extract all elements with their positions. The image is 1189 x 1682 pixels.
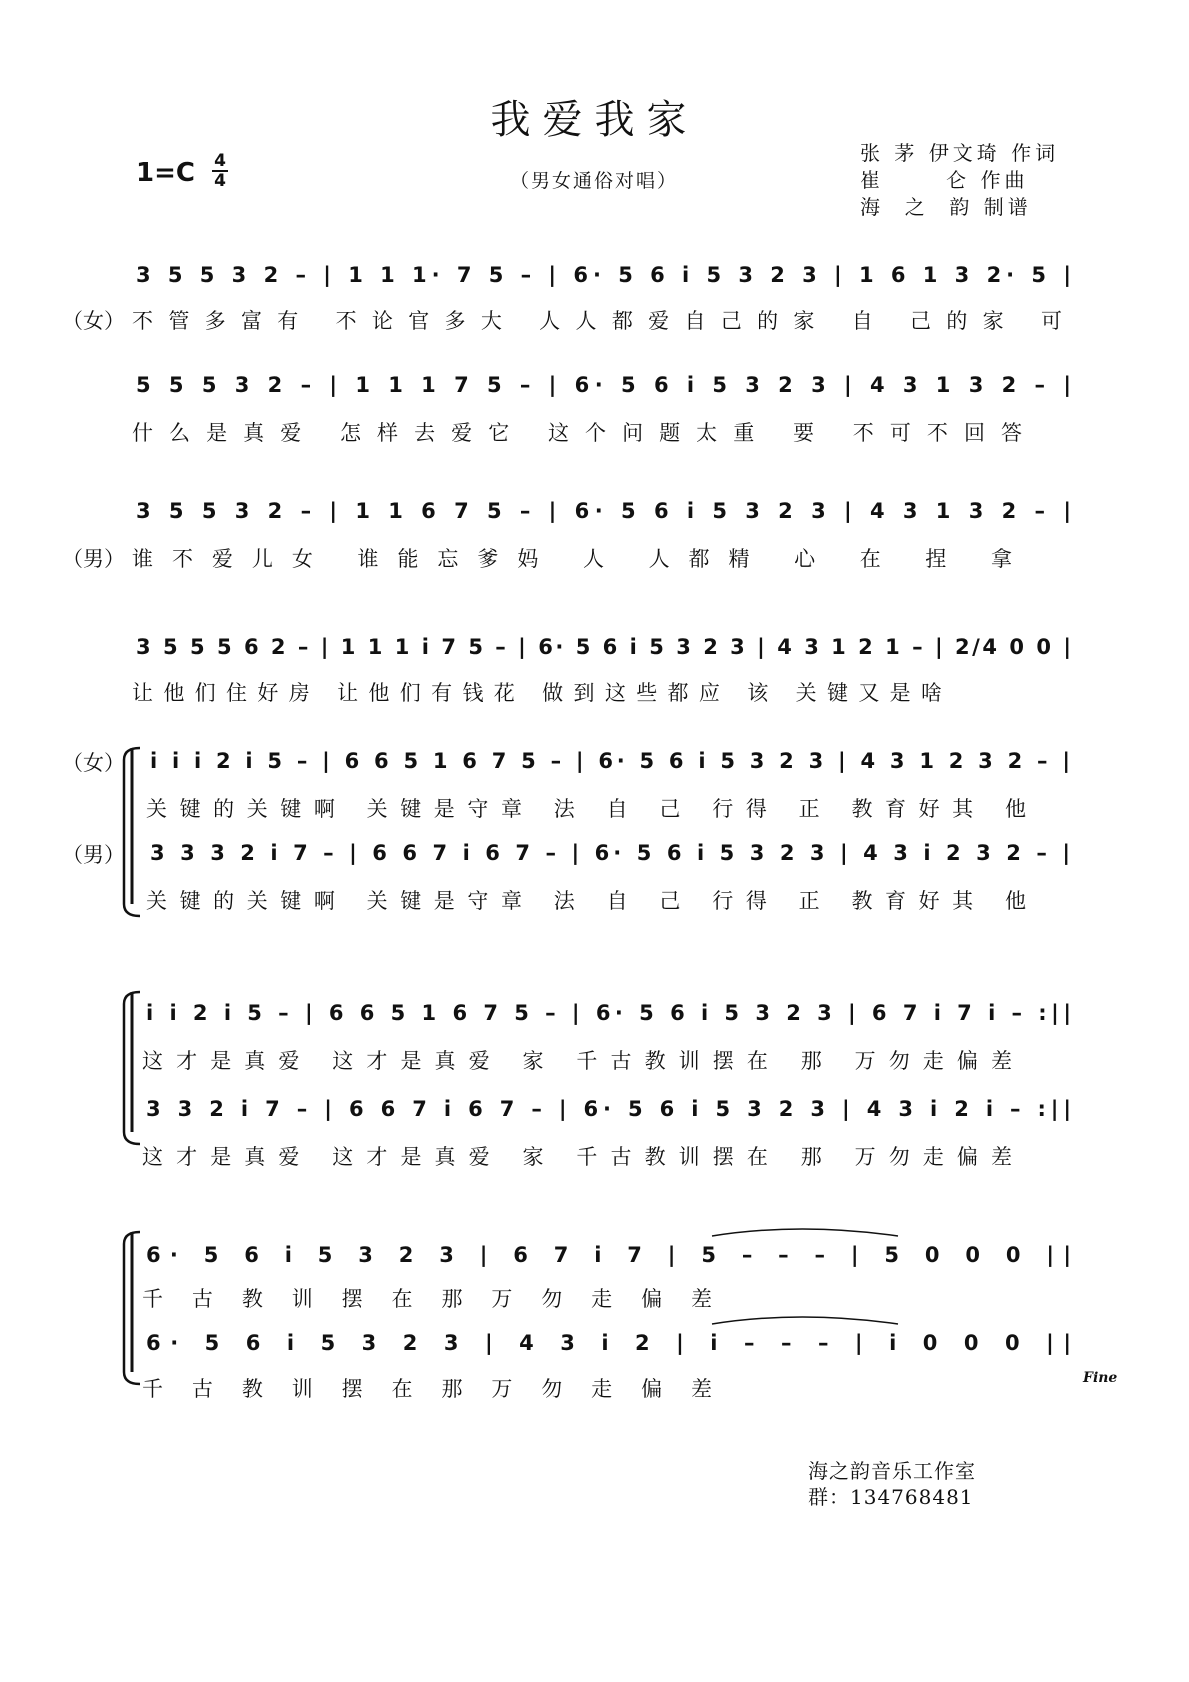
notes-system-5-bottom: 3 3 3 2 i 7 – | 6 6 7 i 6 7 – | 6· 5 6 i 5 3 2 3 | 4 3 i 2 3 2 – |: [150, 841, 1070, 865]
key-signature: 1=C: [136, 158, 195, 188]
voice-label-male-duet: （男）: [62, 843, 125, 867]
notes-system-2: 5 5 5 3 2 – | 1 1 1 7 5 – | 6· 5 6 i 5 3 2 3 | 4 3 1 3 2 – |: [136, 373, 1071, 397]
credit-arranger: 海 之 韵 制谱: [860, 195, 1032, 219]
notes-system-7-top: 6· 5 6 i 5 3 2 3 | 6 7 i 7 | 5 – – – | 5 0 0 0 ||: [146, 1243, 1072, 1267]
lyrics-system-7-top: 千 古 教 训 摆 在 那 万 勿 走 偏 差: [142, 1287, 712, 1311]
notes-system-4: 3 5 5 5 6 2 – | 1 1 1 i 7 5 – | 6· 5 6 i 5 3 2 3 | 4 3 1 2 1 – | 2/4 0 0 |: [136, 635, 1071, 659]
tie-bottom: [712, 1317, 898, 1324]
tie-top: [712, 1229, 898, 1236]
notes-system-1: 3 5 5 3 2 – | 1 1 1· 7 5 – | 6· 5 6 i 5 3 2 3 | 1 6 1 3 2· 5 |: [136, 263, 1071, 287]
song-title: 我爱我家: [490, 97, 699, 143]
lyrics-system-6-bottom: 这才是真爱 这才是真爱 家 千古教训摆在 那 万勿走偏差: [142, 1145, 1012, 1169]
notes-system-6-top: i i 2 i 5 – | 6 6 5 1 6 7 5 – | 6· 5 6 i 5 3 2 3 | 6 7 i 7 i – :||: [146, 1001, 1071, 1025]
notes-system-5-top: i i i 2 i 5 – | 6 6 5 1 6 7 5 – | 6· 5 6 i 5 3 2 3 | 4 3 1 2 3 2 – |: [150, 749, 1070, 773]
studio-name: 海之韵音乐工作室: [808, 1459, 976, 1483]
subtitle: （男女通俗对唱）: [510, 170, 679, 192]
studio-footer: [808, 1458, 976, 1510]
notes-system-6-bottom: 3 3 2 i 7 – | 6 6 7 i 6 7 – | 6· 5 6 i 5 3 2 3 | 4 3 i 2 i – :||: [146, 1097, 1071, 1121]
lyrics-system-5-bottom: 关键的关键啊 关键是守章 法 自 己 行得 正 教育好其 他: [146, 889, 1027, 913]
lyrics-system-4: 让他们住好房 让他们有钱花 做到这些都应 该 关键又是啥: [132, 681, 942, 705]
lyrics-system-3: 谁不爱儿女 谁能忘爹妈 人 人都精 心 在 捏 拿: [132, 547, 1013, 571]
voice-label-female-duet: （女）: [62, 751, 125, 775]
lyrics-system-1: 不管多富有 不论官多大 人人都爱自己的家 自 己的家 可: [132, 309, 1062, 333]
notes-system-7-bottom: 6· 5 6 i 5 3 2 3 | 4 3 i 2 | i – – – | i 0 0 0 ||: [146, 1331, 1071, 1355]
lyrics-system-2: 什么是真爱 怎样去爱它 这个问题太重 要 不可不回答: [132, 421, 1022, 445]
time-sig-bottom: 4: [212, 170, 228, 190]
lyrics-system-6-top: 这才是真爱 这才是真爱 家 千古教训摆在 那 万勿走偏差: [142, 1049, 1012, 1073]
voice-label-male: （男）: [62, 547, 125, 571]
voice-label-female: （女）: [62, 309, 125, 333]
notes-system-3: 3 5 5 3 2 – | 1 1 6 7 5 – | 6· 5 6 i 5 3 2 3 | 4 3 1 3 2 – |: [136, 499, 1071, 523]
lyrics-system-5-top: 关键的关键啊 关键是守章 法 自 己 行得 正 教育好其 他: [146, 797, 1027, 821]
fine-mark: Fine: [1083, 1370, 1118, 1386]
studio-group: 群：134768481: [808, 1485, 974, 1509]
time-sig-top: 4: [214, 151, 226, 171]
credit-lyricist: 张 茅 伊文琦 作词: [860, 141, 1060, 165]
credit-composer: 崔 仑 作曲: [860, 168, 1029, 192]
lyrics-system-7-bottom: 千 古 教 训 摆 在 那 万 勿 走 偏 差: [142, 1377, 712, 1401]
